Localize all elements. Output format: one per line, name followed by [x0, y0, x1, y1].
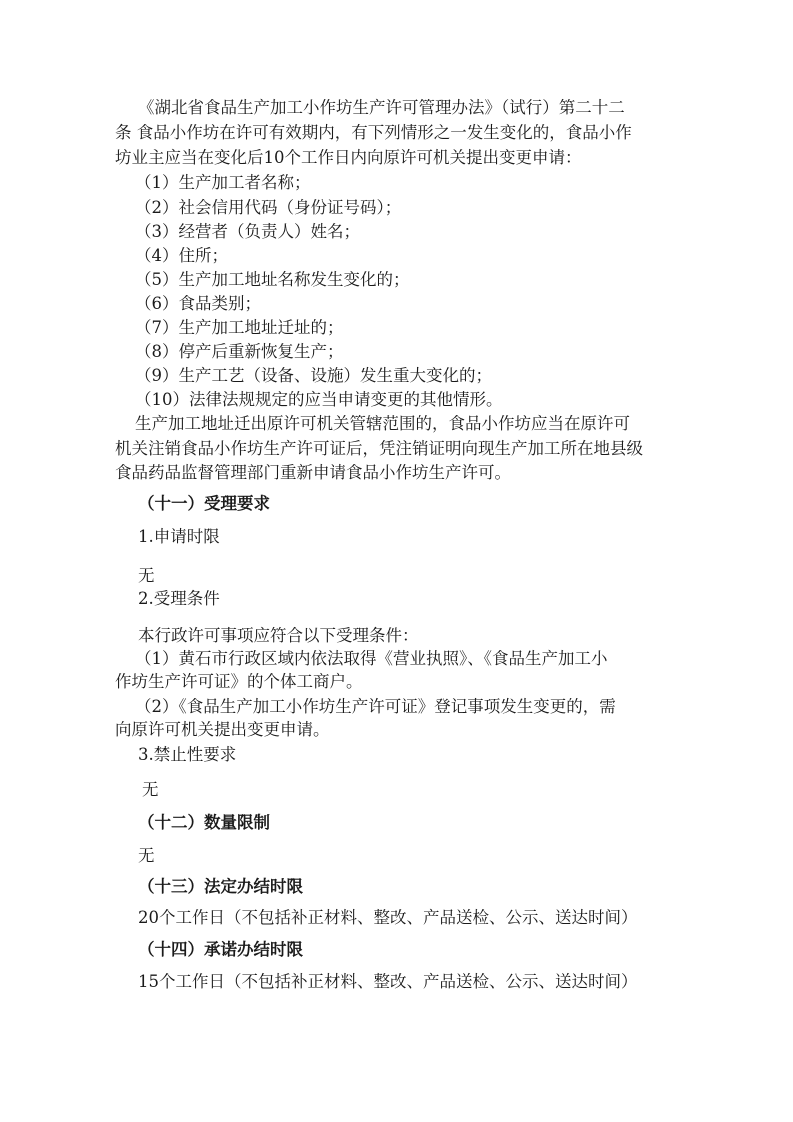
article-text-line: 条 食品小作坊在许可有效期内，有下列情形之一发生变化的，食品小作	[115, 123, 632, 142]
list-item: （2）社会信用代码（身份证号码）；	[135, 198, 402, 217]
list-item: （9）生产工艺（设备、设施）发生重大变化的；	[135, 366, 492, 385]
section-value: 15个工作日（不包括补正材料、整改、产品送检、公示、送达时间）	[138, 972, 638, 991]
subsection-value: 无	[138, 566, 155, 585]
subsection-title: 3.禁止性要求	[138, 745, 237, 764]
article-text-line: 食品药品监督管理部门重新申请食品小作坊生产许可。	[115, 463, 511, 482]
section-heading: （十一）受理要求	[138, 494, 270, 513]
article-text-line: 机关注销食品小作坊生产许可证后，凭注销证明向现生产加工所在地县级	[115, 439, 643, 458]
condition-line: 作坊生产许可证》的个体工商户。	[115, 672, 363, 691]
section-heading: （十三）法定办结时限	[138, 877, 303, 896]
list-item: （8）停产后重新恢复生产；	[135, 342, 344, 361]
article-text-line: 《湖北省食品生产加工小作坊生产许可管理办法》（试行）第二十二	[138, 98, 625, 117]
section-heading: （十四）承诺办结时限	[138, 940, 303, 959]
list-item: （4）住所；	[135, 246, 228, 265]
condition-line: 向原许可机关提出变更申请。	[115, 720, 330, 739]
section-heading: （十二）数量限制	[138, 813, 270, 832]
subsection-title: 1.申请时限	[138, 527, 220, 546]
section-value: 无	[138, 846, 155, 865]
section-value: 20个工作日（不包括补正材料、整改、产品送检、公示、送达时间）	[138, 908, 638, 927]
condition-line: （2）《食品生产加工小作坊生产许可证》登记事项发生变更的，需	[135, 697, 616, 716]
subsection-value: 无	[142, 780, 159, 799]
list-item: （5）生产加工地址名称发生变化的；	[135, 270, 410, 289]
article-text-line: 生产加工地址迁出原许可机关管辖范围的，食品小作坊应当在原许可	[135, 414, 630, 433]
list-item: （10）法律法规规定的应当申请变更的其他情形。	[135, 390, 503, 409]
list-item: （6）食品类别；	[135, 294, 261, 313]
condition-line: （1）黄石市行政区域内依法取得《营业执照》、《食品生产加工小	[135, 649, 608, 668]
list-item: （1）生产加工者名称；	[135, 173, 311, 192]
article-text-line: 坊业主应当在变化后10个工作日内向原许可机关提出变更申请：	[115, 148, 582, 167]
subsection-text: 本行政许可事项应符合以下受理条件：	[138, 626, 419, 645]
subsection-title: 2.受理条件	[138, 589, 220, 608]
list-item: （7）生产加工地址迁址的；	[135, 318, 344, 337]
list-item: （3）经营者（负责人）姓名；	[135, 222, 360, 241]
